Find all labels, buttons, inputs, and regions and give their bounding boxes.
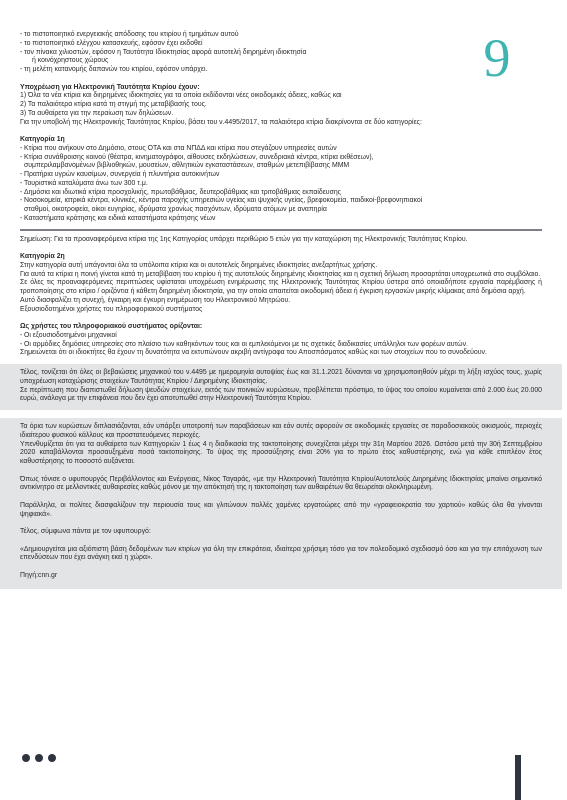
- dot-icon: [48, 754, 56, 762]
- footer-dots: [22, 754, 56, 762]
- highlight-box-bottom: [0, 418, 562, 589]
- list-item: - Τουριστικά καταλύματα άνω των 300 τ.μ.: [20, 180, 542, 189]
- list-item: - τον πίνακα χιλιοστών, εφόσον η Ταυτότητα Ιδιοκτησίας αφορά αυτοτελή διηρημένη ιδιοκτησία: [20, 49, 542, 58]
- conclusion-quote: «Δημιουργείται μια αξιόπιστη βάση δεδομένων των κτιρίων για όλη την επικράτεια, ιδιαίτερα χρήσιμη τόσο για τον πολεοδομικό σχεδιασμό όσο και για την επιτάχυνση των επενδύσεων που έχει ανάγκη εκεί η χώρα».: [20, 545, 542, 562]
- dot-icon: [35, 754, 43, 762]
- list-item: - το πιστοποιητικό ενεργειακής απόδοσης του κτιρίου ή τμημάτων αυτού: [20, 31, 542, 40]
- list-item: - τη μελέτη κατανομής δαπανών του κτιρίου, εφόσον υπάρχει.: [20, 66, 542, 75]
- category2-line: Εξουσιοδοτημένοι χρήστες του πληροφοριακού συστήματος: [20, 305, 203, 313]
- box-paragraph: Τέλος, τονίζεται ότι όλες οι βεβαιώσεις μηχανικού του ν.4495 με ημερομηνία αυτοψίας έως και 31.1.2021 δύνανται να χρησιμοποιηθούν μέχρι τη λήξη ισχύος τους, χωρίς υποχρέωση καταχώρισης στοιχείων Ταυτότητας Κτιρίου / Διηρημένης Ιδιοκτησίας.: [20, 369, 542, 385]
- list-item: - το πιστοποιητικό ελέγχου κατασκευής, εφόσον έχει εκδοθεί: [20, 40, 542, 49]
- box-paragraph: Παράλληλα, οι πολίτες διασφαλίζουν την περιουσία τους και γλιτώνουν πολλές χαμένες εργατοώρες από την «γραφειοκρατία του χαρτιού» καθώς όλα θα γίνονται ψηφιακά».: [20, 501, 542, 518]
- list-item: - Κτίρια που ανήκουν στο Δημόσιο, στους ΟΤΑ και στα ΝΠΔΔ και κτίρια που στεγάζουν υπηρεσίες αυτών: [20, 145, 542, 154]
- users-list: [20, 332, 542, 350]
- note-label: Σημείωση:: [20, 235, 53, 243]
- list-item-continuation: ή κοινόχρηστους χώρους: [32, 57, 109, 65]
- article-body: [20, 28, 542, 589]
- users-closing: Σημειώνεται ότι οι ιδιοκτήτες θα έχουν τη δυνατότητα να εκτυπώνουν ακριβή αντίγραφα του Αποσπάσματος καθώς και των στοιχείων που το συνοδεύουν.: [20, 349, 487, 357]
- dot-icon: [22, 754, 30, 762]
- category1-list: [20, 145, 542, 224]
- list-item-continuation: σταθμοί, οικοτροφεία, οίκοι ευγηρίας, ιδρύματα χρονίως πασχόντων, ιδρύματα ατόμων με αναπηρία: [24, 206, 327, 213]
- box-paragraph: Υπενθυμίζεται ότι για τα αυθαίρετα των Κατηγοριών 1 έως 4 η διαδικασία της τακτοποίησης συνεχίζεται μέχρι την 31η Μαρτίου 2026. Ωστόσο μετά την 30ή Σεπτεμβρίου 2020 καταβάλλονται προσαυξημένα ποσά τακτοποίησης. Το ύψος της προσαύξησης είναι 20% για το πρώτο έτος καθυστέρησης, ενώ για κάθε επιπλέον έτος καθυστέρησης το ποσοστό αυξάνεται.: [20, 440, 542, 465]
- box-paragraph: Σε περίπτωση που διαπιστωθεί δήλωση ψευδών στοιχείων, εκτός των ποινικών κυρώσεων, προβλέπεται πρόστιμο, το ύψος του οποίου κυμαίνεται από 2.000 έως 20.000 ευρώ, ανάλογα με την επιφάνεια που δεν έχει αποτυπωθεί στην Ηλεκτρονική Ταυτότητα Κτιρίου.: [20, 386, 542, 403]
- intro-list: [20, 31, 542, 75]
- category2-heading: Κατηγορία 2η: [20, 253, 65, 260]
- list-item: - Καταστήματα κράτησης και ειδικά καταστήματα κράτησης νέων: [20, 215, 542, 224]
- footer-bar: [515, 755, 521, 800]
- category2-line: Για αυτά τα κτίρια η ποινή γίνεται κατά τη μεταβίβαση του κτιρίου ή της αυτοτελούς διηρημένης ιδιοκτησίας και η σχετική δήλωση προσαρτάται υποχρεωτικά στο συμβόλαιο.: [20, 270, 541, 278]
- source: Πηγή:cnn.gr: [20, 571, 58, 579]
- note: [20, 236, 542, 245]
- conclusion-intro: Τέλος, σύμφωνα πάντα με τον υφυπουργό:: [20, 528, 151, 535]
- users-heading: Ως χρήστες του πληροφοριακού συστήματος ορίζονται:: [20, 323, 203, 330]
- category2-line: Στην κατηγορία αυτή υπάγονται όλα τα υπόλοιπα κτίρια και οι αυτοτελείς διηρημένες ιδιοκτησίες ανεξαρτήτως χρήσης.: [20, 261, 378, 269]
- list-item: - Δημόσια και ιδιωτικά κτίρια προσχολικής, πρωτοβάθμιας, δευτεροβάθμιας και τριτοβάθμιας εκπαίδευσης: [20, 189, 542, 198]
- note-text: Για τα προαναφερόμενα κτίρια της 1ης Κατηγορίας υπάρχει περιθώριο 5 ετών για την καταχώριση της Ηλεκτρονικής Ταυτότητας Κτιρίου.: [52, 235, 468, 243]
- list-item: - Οι αρμόδιες δημόσιες υπηρεσίες στο πλαίσιο των καθηκόντων τους και οι εμπλεκόμενοι με τις σχετικές διαδικασίες υπάλληλοι των φορέων αυτών.: [20, 341, 542, 350]
- obligation-line: Για την υποβολή της Ηλεκτρονικής Ταυτότητας Κτιρίου, βάσει του ν.4495/2017, τα παλαιότερα κτίρια διακρίνονται σε δύο κατηγορίες:: [20, 118, 422, 126]
- list-item: - Νοσοκομεία, ιατρικά κέντρα, κλινικές, κέντρα παροχής υπηρεσιών υγείας και ψυχικής υγείας, βρεφοκομεία, παιδικοί-βρεφονηπιακοί: [20, 197, 542, 206]
- obligation-line: 3) Τα αυθαίρετα για την περαίωση των δηλώσεων.: [20, 109, 174, 117]
- category1-heading: Κατηγορία 1η: [20, 136, 65, 143]
- list-item-continuation: συμπεριλαμβανομένων βιβλιοθηκών, μουσείων, αθλητικών εγκαταστάσεων, σταθμών μετεπιβίβασης ΜΜΜ: [24, 162, 350, 170]
- box-paragraph: Τα όρια των κυρώσεων διπλασιάζονται, εάν υπάρξει υποτροπή των παραβάσεων και εάν αυτές αφορούν σε οικοδομικές εργασίες σε παραδοσιακούς οικισμούς, περιοχές ιδιαίτερου φυσικού κάλλους και προστατευόμενες περιοχές.: [20, 423, 542, 439]
- box-paragraph: Όπως τόνισε ο υφυπουργός Περιβάλλοντος και Ενέργειας, Νίκος Ταγαράς, «με την Ηλεκτρονική Ταυτότητα Κτιρίου/Αυτοτελούς Διηρημένης Ιδιοκτησίας μπαίνει σημαντικό αντικίνητρο σε μελλοντικές αυθαιρεσίες καθώς μόνον με την απόκτησή της η τακτοποίηση των αυθαιρέτων θα θεωρείται ολοκληρωμένη.: [20, 475, 542, 492]
- list-item: - Οι εξουσιοδοτημένοι μηχανικοί: [20, 332, 542, 341]
- obligation-line: 2) Τα παλαιότερα κτίρια κατά τη στιγμή της μεταβίβασής τους.: [20, 101, 207, 108]
- list-item: - Πρατήρια υγρών καυσίμων, συνεργεία ή πλυντήρια αυτοκινήτων: [20, 171, 542, 180]
- page-number: 9: [483, 28, 511, 88]
- category2-line: Αυτό διασφαλίζει τη συνεχή, έγκαιρη και έγκυρη ενημέρωση του Ηλεκτρονικού Μητρώου.: [20, 296, 291, 304]
- highlight-box-top: [0, 364, 562, 410]
- obligation-heading: Υποχρέωση για Ηλεκτρονική Ταυτότητα Κτιρίου έχουν:: [20, 83, 200, 91]
- obligation-line: 1) Όλα τα νέα κτίρια και διηρημένες ιδιοκτησίες για τα οποία εκδίδονται νέες οικοδομικές άδειες, καθώς και: [20, 92, 342, 100]
- list-item: - Κτίρια συνάθροισης κοινού (θέατρα, κινηματογράφοι, αίθουσες εκδηλώσεων, συνεδριακά κέντρα, κτίρια εκθέσεων),: [20, 154, 542, 163]
- category2-line: Σε όλες τις προαναφερόμενες περιπτώσεις υφίσταται υποχρέωση ενημέρωσης της Ηλεκτρονικής Ταυτότητας Κτιρίου ύστερα από οποιαδήποτε εργασία παρέμβασης ή τροποποίησης στο κτίριο / οριζόντια ή κάθετη διηρημένη ιδιοκτησία, για την οποία απαιτείται οικοδομική άδεια ή έγκριση εργασιών μικρής κλίμακας από δημόσια αρχή.: [20, 279, 542, 295]
